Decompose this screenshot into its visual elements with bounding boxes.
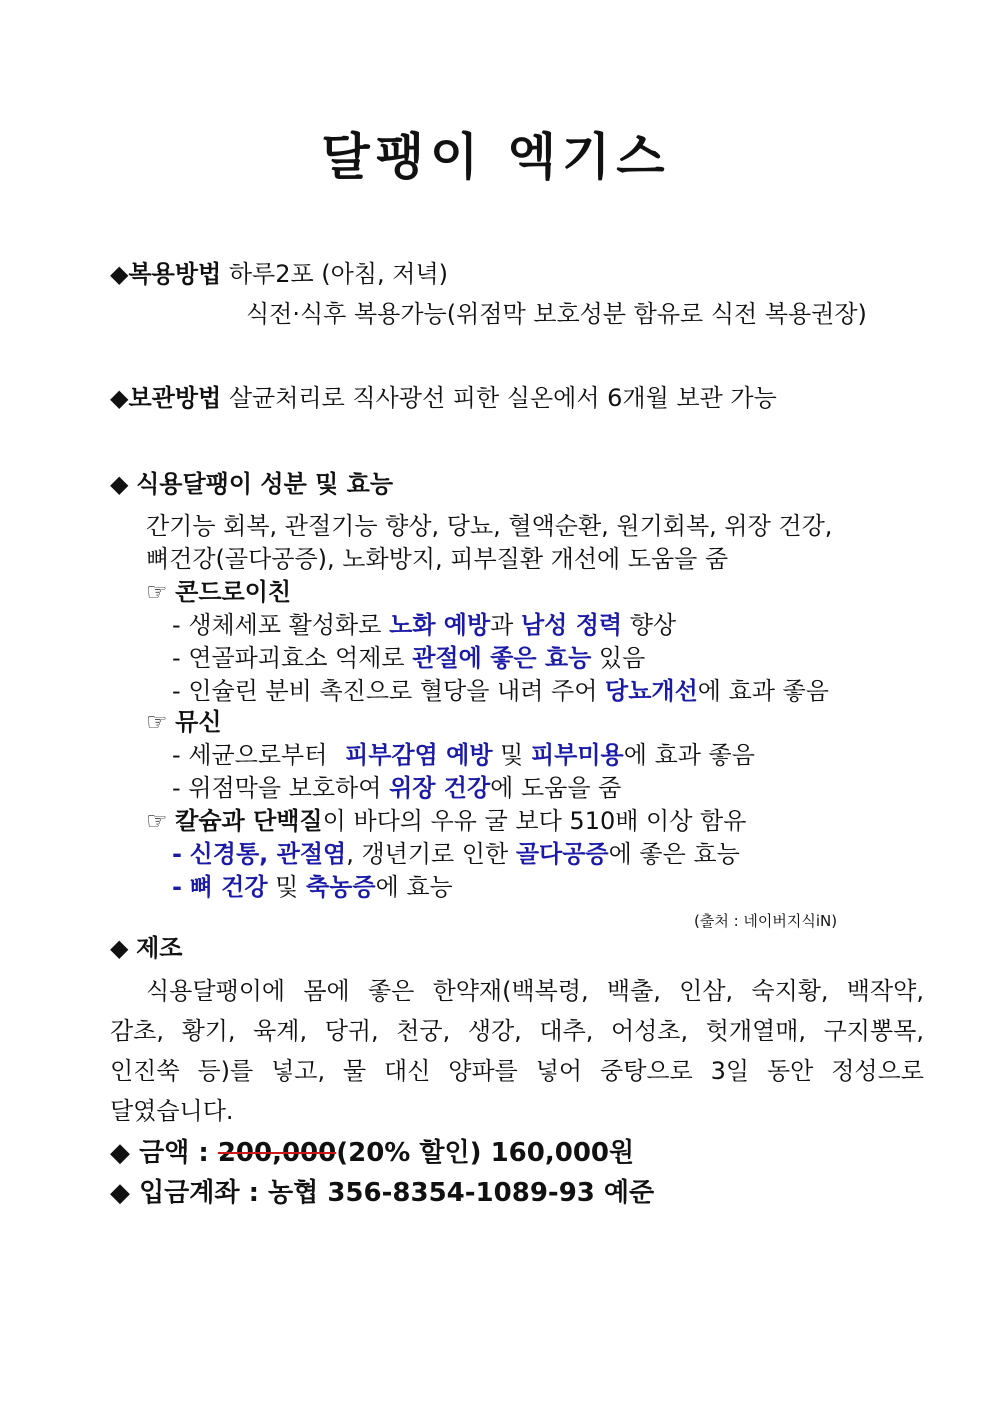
benefits-heading [110, 468, 393, 500]
dosage-section [110, 258, 448, 290]
account-value: 농협 356-8354-1089-93 예준 [268, 1178, 655, 1208]
calcium-heading [146, 805, 746, 837]
source-note: (출처 : 네이버지식iN) [694, 912, 838, 930]
bullet-text: 향상 [629, 611, 677, 639]
highlight-text: 골다공증 [515, 840, 609, 868]
bullet-text: 있음 [598, 644, 646, 672]
highlight-text: 축농증 [306, 873, 376, 901]
highlight-text: 피부미용 [531, 741, 624, 769]
production-line2: 감초, 황기, 육계, 당귀, 천궁, 생강, 대추, 어성초, 헛개열매, 구지뽕목, [110, 1017, 924, 1045]
chondroitin-bullet-3 [172, 675, 829, 707]
chondroitin-name: 콘드로이친 [175, 578, 292, 606]
diamond-bullet-icon: ◆ [110, 470, 129, 498]
dash-bullet: - [172, 873, 182, 901]
highlight-text: 피부감염 예방 [345, 741, 493, 769]
highlight-text: 당뇨개선 [605, 677, 698, 705]
diamond-bullet-icon: ◆ [110, 934, 129, 962]
chondroitin-bullet-2 [172, 642, 645, 674]
production-heading-text: 제조 [136, 934, 183, 962]
pointing-hand-icon: ☞ [146, 708, 168, 736]
dash-bullet: - [172, 741, 181, 769]
benefits-heading-text: 식용달팽이 성분 및 효능 [136, 470, 394, 498]
original-price: 200,000 [217, 1138, 337, 1168]
bullet-text: 위점막을 보호하여 [188, 774, 382, 802]
account-label: 입금계좌 : [139, 1178, 259, 1208]
bullet-text: 에 효과 좋음 [697, 677, 829, 705]
benefits-intro-line2: 뼈건강(골다공증), 노화방지, 피부질환 개선에 도움을 줌 [146, 545, 729, 573]
bullet-text: 인슐린 분비 촉진으로 혈당을 내려 주어 [188, 677, 598, 705]
bullet-text: 연골파괴효소 억제로 [188, 644, 405, 672]
mucin-bullet-1 [172, 739, 755, 771]
diamond-bullet-icon: ◆ [110, 384, 129, 412]
price-line [110, 1137, 634, 1169]
calcium-bullet-2 [172, 871, 453, 903]
page-title: 달팽이 엑기스 [321, 128, 671, 186]
chondroitin-heading [146, 576, 291, 608]
bullet-text: 및 [275, 873, 299, 901]
bullet-text: 에 좋은 효능 [608, 840, 740, 868]
benefits-intro-line1: 간기능 회복, 관절기능 향상, 당뇨, 혈액순환, 원기회복, 위장 건강, [146, 512, 833, 540]
production-line3: 인진쑥 등)를 넣고, 물 대신 양파를 넣어 중탕으로 3일 동안 정성으로 [110, 1057, 924, 1085]
calcium-bullet-1 [172, 838, 740, 870]
dash-bullet: - [172, 644, 181, 672]
mucin-bullet-2 [172, 772, 621, 804]
highlight-text: 남성 정력 [520, 611, 623, 639]
highlight-text: 신경통, 관절염 [189, 840, 347, 868]
dosage-line2: 식전·식후 복용가능(위점막 보호성분 함유로 식전 복용권장) [246, 300, 867, 328]
pointing-hand-icon: ☞ [146, 807, 168, 835]
mucin-name: 뮤신 [175, 708, 222, 736]
dash-bullet: - [172, 611, 181, 639]
dash-bullet: - [172, 774, 181, 802]
bullet-text: 및 [500, 741, 524, 769]
mucin-heading [146, 706, 222, 738]
discount-rate: (20% 할인) [336, 1138, 482, 1168]
account-line [110, 1177, 654, 1209]
diamond-bullet-icon: ◆ [110, 260, 129, 288]
dosage-label: 복용방법 [128, 260, 222, 288]
diamond-bullet-icon: ◆ [110, 1178, 130, 1208]
highlight-text: 위장 건강 [389, 774, 491, 802]
production-line1: 식용달팽이에 몸에 좋은 한약재(백복령, 백출, 인삼, 숙지황, 백작약, [146, 977, 924, 1005]
price-label: 금액 : [139, 1138, 209, 1168]
bullet-text: 생체세포 활성화로 [188, 611, 382, 639]
storage-label: 보관방법 [128, 384, 222, 412]
diamond-bullet-icon: ◆ [110, 1138, 130, 1168]
calcium-rest: 이 바다의 우유 굴 보다 510배 이상 함유 [322, 807, 747, 835]
bullet-text: , 갱년기로 인한 [346, 840, 509, 868]
highlight-text: 뼈 건강 [189, 873, 268, 901]
storage-text: 살균처리로 직사광선 피한 실온에서 6개월 보관 가능 [228, 384, 777, 412]
pointing-hand-icon: ☞ [146, 578, 168, 606]
chondroitin-bullet-1 [172, 609, 676, 641]
bullet-text: 과 [490, 611, 514, 639]
bullet-text: 에 효과 좋음 [623, 741, 755, 769]
highlight-text: 노화 예방 [389, 611, 491, 639]
dash-bullet: - [172, 840, 182, 868]
highlight-text: 관절에 좋은 효능 [412, 644, 592, 672]
bullet-text: 에 효능 [375, 873, 453, 901]
bullet-text: 세균으로부터 [188, 741, 328, 769]
final-price: 160,000원 [490, 1138, 635, 1168]
calcium-name: 칼슘과 단백질 [175, 807, 323, 835]
production-heading [110, 932, 182, 964]
production-line4: 달였습니다. [110, 1097, 234, 1125]
dash-bullet: - [172, 677, 181, 705]
bullet-text: 에 도움을 줌 [490, 774, 622, 802]
dosage-line1: 하루2포 (아침, 저녁) [228, 260, 449, 288]
storage-section [110, 382, 777, 414]
